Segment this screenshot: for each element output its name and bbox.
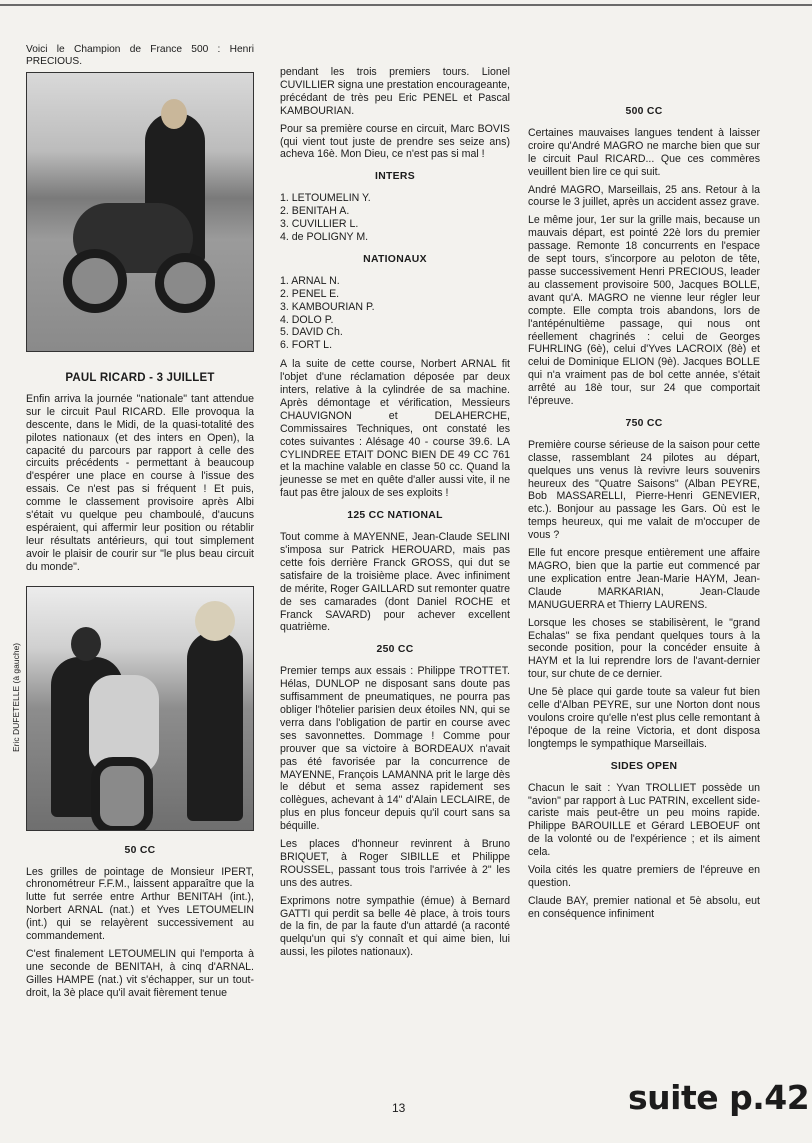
list-item: 2. PENEL E. xyxy=(280,287,340,300)
paragraph: Premier temps aux essais : Philippe TROTTET. Hélas, DUNLOP ne disposant sans doute pas suffisamment de pneumatiques, ne pourra pas obliger l'hôtelier parisien deux étoiles NN, qui se verra dans l'obligation de partir en course avec ses savonnettes. Dommage ! Comme pour prouver que sa victoire à BORDEAUX n'avait pas été favorisée par la concurrence de MAYENNE, François LAMANNA prit le large dès le début et sema assez rapidement ses collègues, achevant à 14" d'Alain LECLAIRE, de plus en plus fonceur depuis qu'il court sans sa béquille. xyxy=(280,665,510,833)
paragraph: Une 5è place qui garde toute sa valeur fut bien celle d'Alban PEYRE, sur une Norton dont nous voulons croire qu'elle n'est plus celle remontant à l'époque de la reine Victoria, et dont disposa longtemps le sympathique Marseillais. xyxy=(528,686,760,750)
column-2 xyxy=(280,66,510,964)
paragraph: Lorsque les choses se stabilisèrent, le "grand Echalas" se fixa pendant quelques tours à la seconde position, pour la concéder ensuite à HAYM et la lui reprendre lors de l'avant-dernier tour, sur chute de ce dernier. xyxy=(528,616,760,681)
heading-sides-open: SIDES OPEN xyxy=(610,760,678,772)
top-rule xyxy=(0,4,812,6)
list-item: 3. CUVILLIER L. xyxy=(280,218,359,231)
paragraph: André MAGRO, Marseillais, 25 ans. Retour à la course le 3 juillet, après un accident assez grave. xyxy=(528,183,760,209)
heading-500cc: 500 CC xyxy=(625,106,663,117)
inters-results-list xyxy=(280,192,510,244)
page-number: 13 xyxy=(392,1101,406,1115)
paragraph: Tout comme à MAYENNE, Jean-Claude SELINI s'imposa sur Patrick HEROUARD, mais pas cette fois derrière Franck GROSS, qui dut se satisfaire de la troisième place. Avec infiniment de mérite, Roger GAILLARD sut remonter quatre de ses camarades (dont Daniel ROCHE et Franck SAVARD) pour achever excellent quatrième. xyxy=(280,531,510,634)
paragraph: Les places d'honneur revinrent à Bruno BRIQUET, à Roger SIBILLE et Philippe ROUSSEL, passant tous trois l'arrivée à 2" les uns des autres. xyxy=(280,838,510,889)
column-3 xyxy=(528,96,760,926)
paragraph: A la suite de cette course, Norbert ARNAL fit l'objet d'une réclamation déposée par deux inters, relative à la cylindrée de sa machine. Après démontage et vérification, Messieurs CHAUVIGNON et DELAHERCHE, Commissaires Techniques, ont constaté les cotes suivantes : Alésage 40 - course 39.6. LA CYLINDREE ETAIT DONC BIEN DE 49 CC 761 et la machine valable en classe 50 cc. Quand la jeunesse se met en quête d'aller aussi vite, il ne faut pas être jaloux de ses exploits ! xyxy=(280,358,510,500)
list-item: 2. BENITAH A. xyxy=(280,205,350,218)
heading-inters: INTERS xyxy=(375,171,415,183)
paragraph: C'est finalement LETOUMELIN qui l'emporta à une seconde de BENITAH, à cinq d'ARNAL. Gilles HAMPE (nat.) vit s'échapper, sur un tout-droit, la 3è place qu'il avait fièrement tenue xyxy=(26,947,254,999)
photo-riders-with-motorcycle xyxy=(26,586,254,831)
rider-head xyxy=(161,99,187,129)
photo-credit: Eric DUFETELLE (à gauche) xyxy=(11,642,21,752)
column-1 xyxy=(26,44,254,1005)
list-item: 4. de POLIGNY M. xyxy=(280,230,369,243)
paragraph: pendant les trois premiers tours. Lionel CUVILLIER signa une prestation encourageante, précédant de très peu Eric PENEL et Pascal KAMBOURIAN. xyxy=(280,66,510,117)
paragraph: Les grilles de pointage de Monsieur IPERT, chronométreur F.F.M., laissent apparaître que la lutte fut serrée entre Arthur BENITAH (int.), Norbert ARNAL (nat.) et Yves LETOUMELIN (int.) qui se relayèrent successivement au commandement. xyxy=(26,865,254,943)
rider-right-head xyxy=(195,601,235,641)
list-item: 1. LETOUMELIN Y. xyxy=(280,192,371,205)
heading-125cc-national: 125 CC NATIONAL xyxy=(347,510,443,522)
paragraph: Claude BAY, premier national et 5è absolu, eut en conséquence infiniment xyxy=(528,894,760,920)
paragraph: Exprimons notre sympathie (émue) à Bernard GATTI qui perdit sa belle 4è place, à trois tours de la fin, de par la faute d'un attardé (a raconté quelqu'un qui s'y connaît et qui aime bien, lui aussi, les pilotes nationaux). xyxy=(280,894,510,959)
rider-right-figure xyxy=(187,631,243,821)
front-wheel xyxy=(63,249,127,313)
heading-paul-ricard: PAUL RICARD - 3 JUILLET xyxy=(65,372,215,384)
list-item: 4. DOLO P. xyxy=(280,313,334,326)
heading-750cc: 750 CC xyxy=(625,417,663,429)
paragraph: Le même jour, 1er sur la grille mais, because un mauvais départ, est pointé 22è lors du premier passage. Remonte 18 concurrents en l'espace de sept tours, s'incorpore au peloton de tête, passe successivement Henri PRECIOUS, leader au classement provisoire 500, Jacques BOLLE, avant qu'A. MAGRO ne vienne leur régler leur compte. Elle compta trois abandons, lors de l'antépénultième passage, qui nous ont réellement chagrinés : celui de Georges FUHRLING (6è), celui d'Yves LACROIX (8è) et celui de Dominique ELION (9è). Jacques BOLLE qui n'a vraiment pas de bol cette année, s'était arrêté au 18è tour, sur 24 que comportait l'épreuve. xyxy=(528,214,760,408)
list-item: 3. KAMBOURIAN P. xyxy=(280,300,375,313)
paragraph: Pour sa première course en circuit, Marc BOVIS (qui vient tout juste de prendre ses seize ans) acheva 16è. Mon Dieu, ce n'est pas si mal ! xyxy=(280,122,510,161)
list-item: 1. ARNAL N. xyxy=(280,274,340,287)
list-item: 6. FORT L. xyxy=(280,339,333,352)
motorcycle-wheel xyxy=(91,757,153,831)
nationaux-results-list xyxy=(280,275,510,352)
continued-on-page: suite p.42 xyxy=(628,1078,810,1117)
list-item: 5. DAVID Ch. xyxy=(280,326,343,339)
paragraph: Voila cités les quatre premiers de l'épreuve en question. xyxy=(528,864,760,889)
rear-wheel xyxy=(155,253,215,313)
paragraph: Elle fut encore presque entièrement une affaire MAGRO, bien que la partie eut commencé par une explication entre Jean-Marie HAYM, Jean-Claude MARKARIAN, Jean-Claude MANUGUERRA et Thierry LAURENS. xyxy=(528,547,760,611)
heading-250cc: 250 CC xyxy=(376,644,414,656)
heading-50cc: 50 CC xyxy=(124,844,156,856)
rider-left-head xyxy=(71,627,101,661)
heading-nationaux: NATIONAUX xyxy=(363,253,427,265)
photo-champion-on-motorcycle xyxy=(26,72,254,352)
paragraph: Première course sérieuse de la saison pour cette classe, rassemblant 24 pilotes au départ, quelques uns venus là revivre leurs souvenirs heureux des "Quatre Saisons" (Alban PEYRE, Bob MASSARELLI, Pierre-Henri GENEVIER, etc.). Bonjour au passage les Gars. Où est le temps heureux, qui me valait de m'occuper de vous ? xyxy=(528,438,760,542)
photo-caption: Voici le Champion de France 500 : Henri PRECIOUS. xyxy=(26,44,254,67)
paragraph: Certaines mauvaises langues tendent à laisser croire qu'André MAGRO ne marche bien que sur le circuit Paul RICARD... Que ces commères veuillent bien lire ce qui suit. xyxy=(528,126,760,178)
paragraph: Enfin arriva la journée "nationale" tant attendue sur le circuit Paul RICARD. Elle provoqua la descente, dans le Midi, de la quasi-totalité des pilotes nationaux (et des inters en Open), la capacité du parcours par rapport à celle des circuits précédents - permettant à beaucoup d'espérer une place en course à l'issue des essais. Ce n'est pas si fréquent ! Et puis, comme le classement provisoire après Albi s'était vu quelque peu chamboulé, d'aucuns espéraient, qui affermir leur position ou rétablir leur résultats antérieurs, qui tout simplement avoir le plaisir de courir sur "le plus beau circuit du monde". xyxy=(26,392,254,573)
paragraph: Chacun le sait : Yvan TROLLIET possède un "avion" par rapport à Luc PATRIN, excellent side-cariste mais peut-être un peu moins rapide. Philippe BAROUILLE et Gérard LEBOEUF ont de la volonté ou de l'expérience ; et ils aiment cela. xyxy=(528,781,760,859)
